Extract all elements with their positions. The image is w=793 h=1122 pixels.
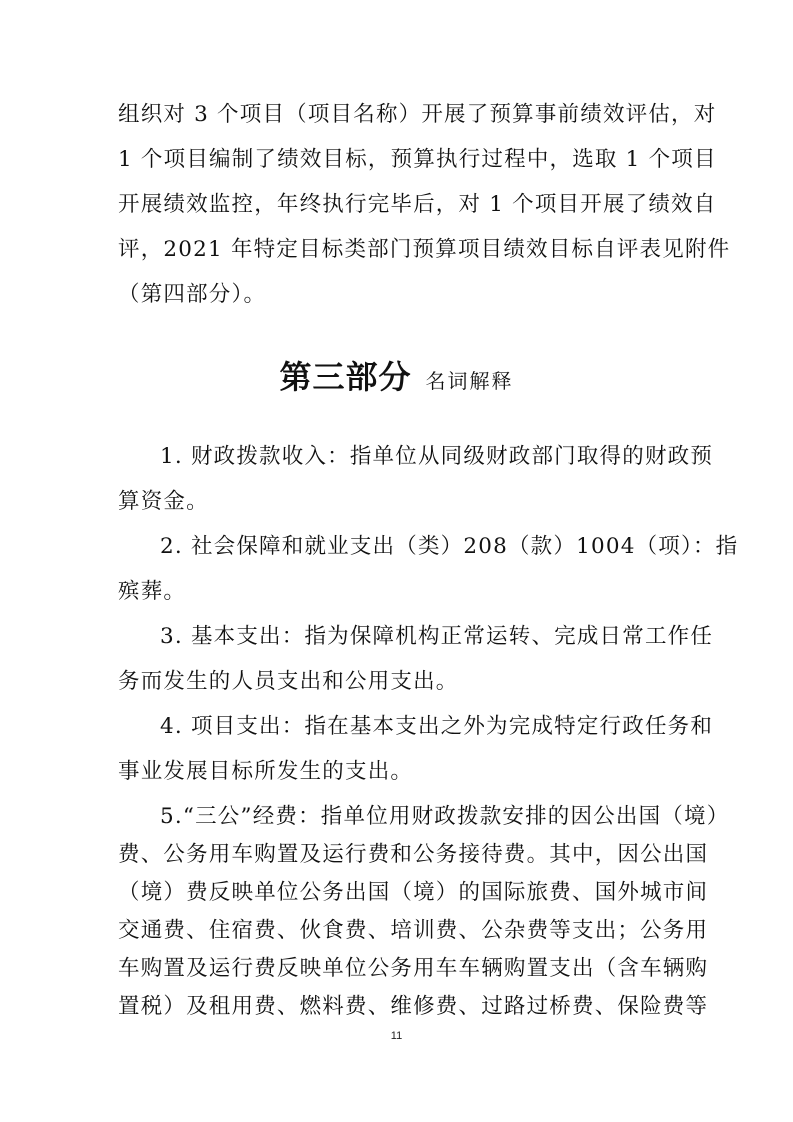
definition-line: 事业发展目标所发生的支出。	[118, 759, 414, 784]
section-title: 第三部分	[279, 358, 412, 396]
definition-line: 3. 基本支出：指为保障机构正常运转、完成日常工作任	[160, 624, 714, 649]
section-heading	[0, 352, 793, 398]
intro-line: 1 个项目编制了绩效目标，预算执行过程中，选取 1 个项目	[118, 147, 717, 172]
definition-line: 交通费、住宿费、伙食费、培训费、公杂费等支出；公务用	[118, 918, 709, 943]
intro-line: 开展绩效监控，年终执行完毕后，对 1 个项目开展了绩效自	[118, 192, 717, 217]
definition-line: 殡葬。	[118, 579, 187, 604]
definition-line: 车购置及运行费反映单位公务用车车辆购置支出（含车辆购	[118, 956, 709, 981]
definition-line: 置税）及租用费、燃料费、维修费、过路过桥费、保险费等	[118, 994, 709, 1019]
definition-line: 1. 财政拨款收入：指单位从同级财政部门取得的财政预	[160, 444, 714, 469]
intro-line: 评，2021 年特定目标类部门预算项目绩效目标自评表见附件	[118, 237, 731, 262]
page-number: 11	[390, 1030, 403, 1042]
definition-line: 务而发生的人员支出和公用支出。	[118, 669, 459, 694]
section-subtitle: 名词解释	[425, 369, 514, 393]
definition-line: 费、公务用车购置及运行费和公务接待费。其中，因公出国	[118, 842, 709, 867]
intro-line: 组织对 3 个项目（项目名称）开展了预算事前绩效评估，对	[118, 102, 717, 127]
definition-line: 2. 社会保障和就业支出（类）208（款）1004（项）：指	[160, 534, 739, 559]
definition-line: 算资金。	[118, 489, 209, 514]
intro-line: （第四部分）。	[118, 282, 267, 307]
definition-line: 5.“三公”经费：指单位用财政拨款安排的因公出国（境）	[160, 804, 730, 829]
definition-line: （境）费反映单位公务出国（境）的国际旅费、国外城市间	[118, 880, 709, 905]
definition-line: 4. 项目支出：指在基本支出之外为完成特定行政任务和	[160, 714, 714, 739]
